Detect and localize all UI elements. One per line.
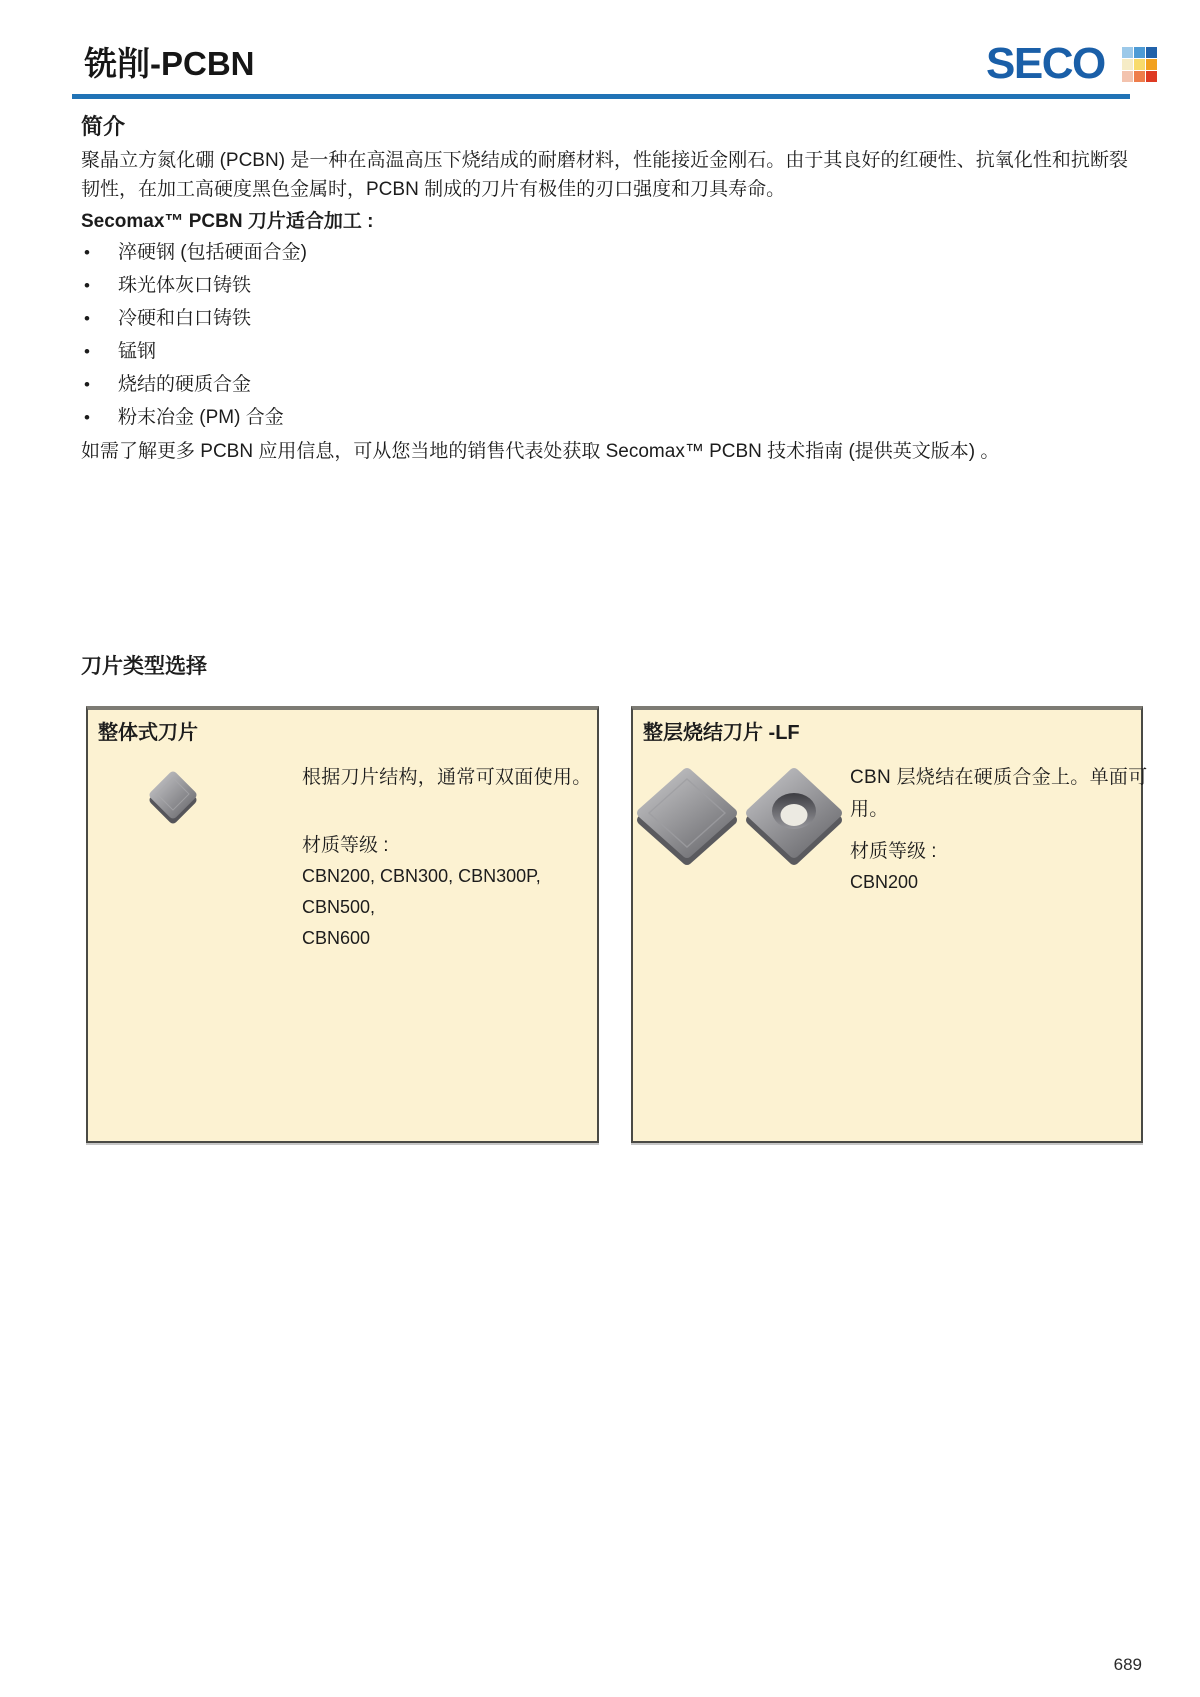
- intro-note: 如需了解更多 PCBN 应用信息，可从您当地的销售代表处获取 Secomax™ PCBN 技术指南 (提供英文版本) 。: [81, 441, 1000, 462]
- list-item-label: 粉末冶金 (PM) 合金: [118, 407, 284, 428]
- list-item: [84, 368, 984, 401]
- grades-line: CBN200, CBN300, CBN300P, CBN500,: [302, 866, 541, 917]
- logo-square: [1146, 47, 1157, 58]
- logo-square: [1134, 47, 1145, 58]
- bullet-icon: •: [84, 243, 90, 262]
- materials-bullet-list: [84, 236, 984, 434]
- logo-square: [1122, 59, 1133, 70]
- bullet-icon: •: [84, 342, 90, 361]
- grades-line: CBN200: [850, 872, 919, 892]
- card-solid-insert: [86, 706, 599, 1143]
- logo-square: [1122, 47, 1133, 58]
- card-grades: [302, 830, 612, 954]
- list-item: [84, 401, 984, 434]
- logo-square: [1146, 59, 1157, 70]
- sintered-insert-with-hole-diamond-icon: [745, 764, 843, 868]
- list-item-label: 烧结的硬质合金: [118, 374, 252, 395]
- list-item-label: 淬硬钢 (包括硬面合金): [118, 242, 307, 263]
- card-title: 整层烧结刀片 -LF: [643, 722, 800, 744]
- list-item: [84, 335, 984, 368]
- grades-label: 材质等级 :: [850, 841, 937, 862]
- header-divider: [72, 94, 1130, 99]
- bullet-icon: •: [84, 309, 90, 328]
- list-item: [84, 302, 984, 335]
- list-item-label: 珠光体灰口铸铁: [118, 275, 252, 296]
- intro-paragraph: 聚晶立方氮化硼 (PCBN) 是一种在高温高压下烧结成的耐磨材料，性能接近金刚石。由于其良好的红硬性、抗氧化性和抗断裂韧性，在加工高硬度黑色金属时，PCBN 制成的刀片有极佳的刃口强度和刀具寿命。: [81, 150, 1128, 200]
- grades-label: 材质等级 :: [302, 835, 389, 856]
- seco-logo-color-grid-icon: [1122, 47, 1159, 84]
- bullet-icon: •: [84, 408, 90, 427]
- grades-line: CBN600: [302, 928, 371, 948]
- bullet-icon: •: [84, 375, 90, 394]
- card-description: 根据刀片结构，通常可双面使用。: [302, 767, 592, 788]
- card-title: 整体式刀片: [98, 722, 198, 744]
- materials-list-header: Secomax™ PCBN 刀片适合加工 :: [81, 211, 374, 232]
- list-item-label: 锰钢: [118, 341, 157, 362]
- list-item-label: 冷硬和白口铸铁: [118, 308, 252, 329]
- list-item: [84, 236, 984, 269]
- page-title: 铣削-PCBN: [84, 45, 255, 82]
- page-number: 689: [1113, 1655, 1142, 1674]
- list-item: [84, 269, 984, 302]
- logo-square: [1146, 71, 1157, 82]
- sintered-insert-diamond-icon: [635, 764, 739, 868]
- card-description: CBN 层烧结在硬质合金上。单面可用。: [850, 767, 1148, 820]
- logo-square: [1122, 71, 1133, 82]
- card-grades: [850, 836, 1160, 898]
- seco-logo-text: SECO: [986, 39, 1105, 88]
- selection-heading: 刀片类型选择: [81, 655, 207, 678]
- logo-square: [1134, 59, 1145, 70]
- logo-square: [1134, 71, 1145, 82]
- solid-insert-diamond-icon: [145, 766, 201, 828]
- bullet-icon: •: [84, 276, 90, 295]
- card-full-face-insert: [631, 706, 1148, 1143]
- intro-heading: 简介: [81, 114, 126, 139]
